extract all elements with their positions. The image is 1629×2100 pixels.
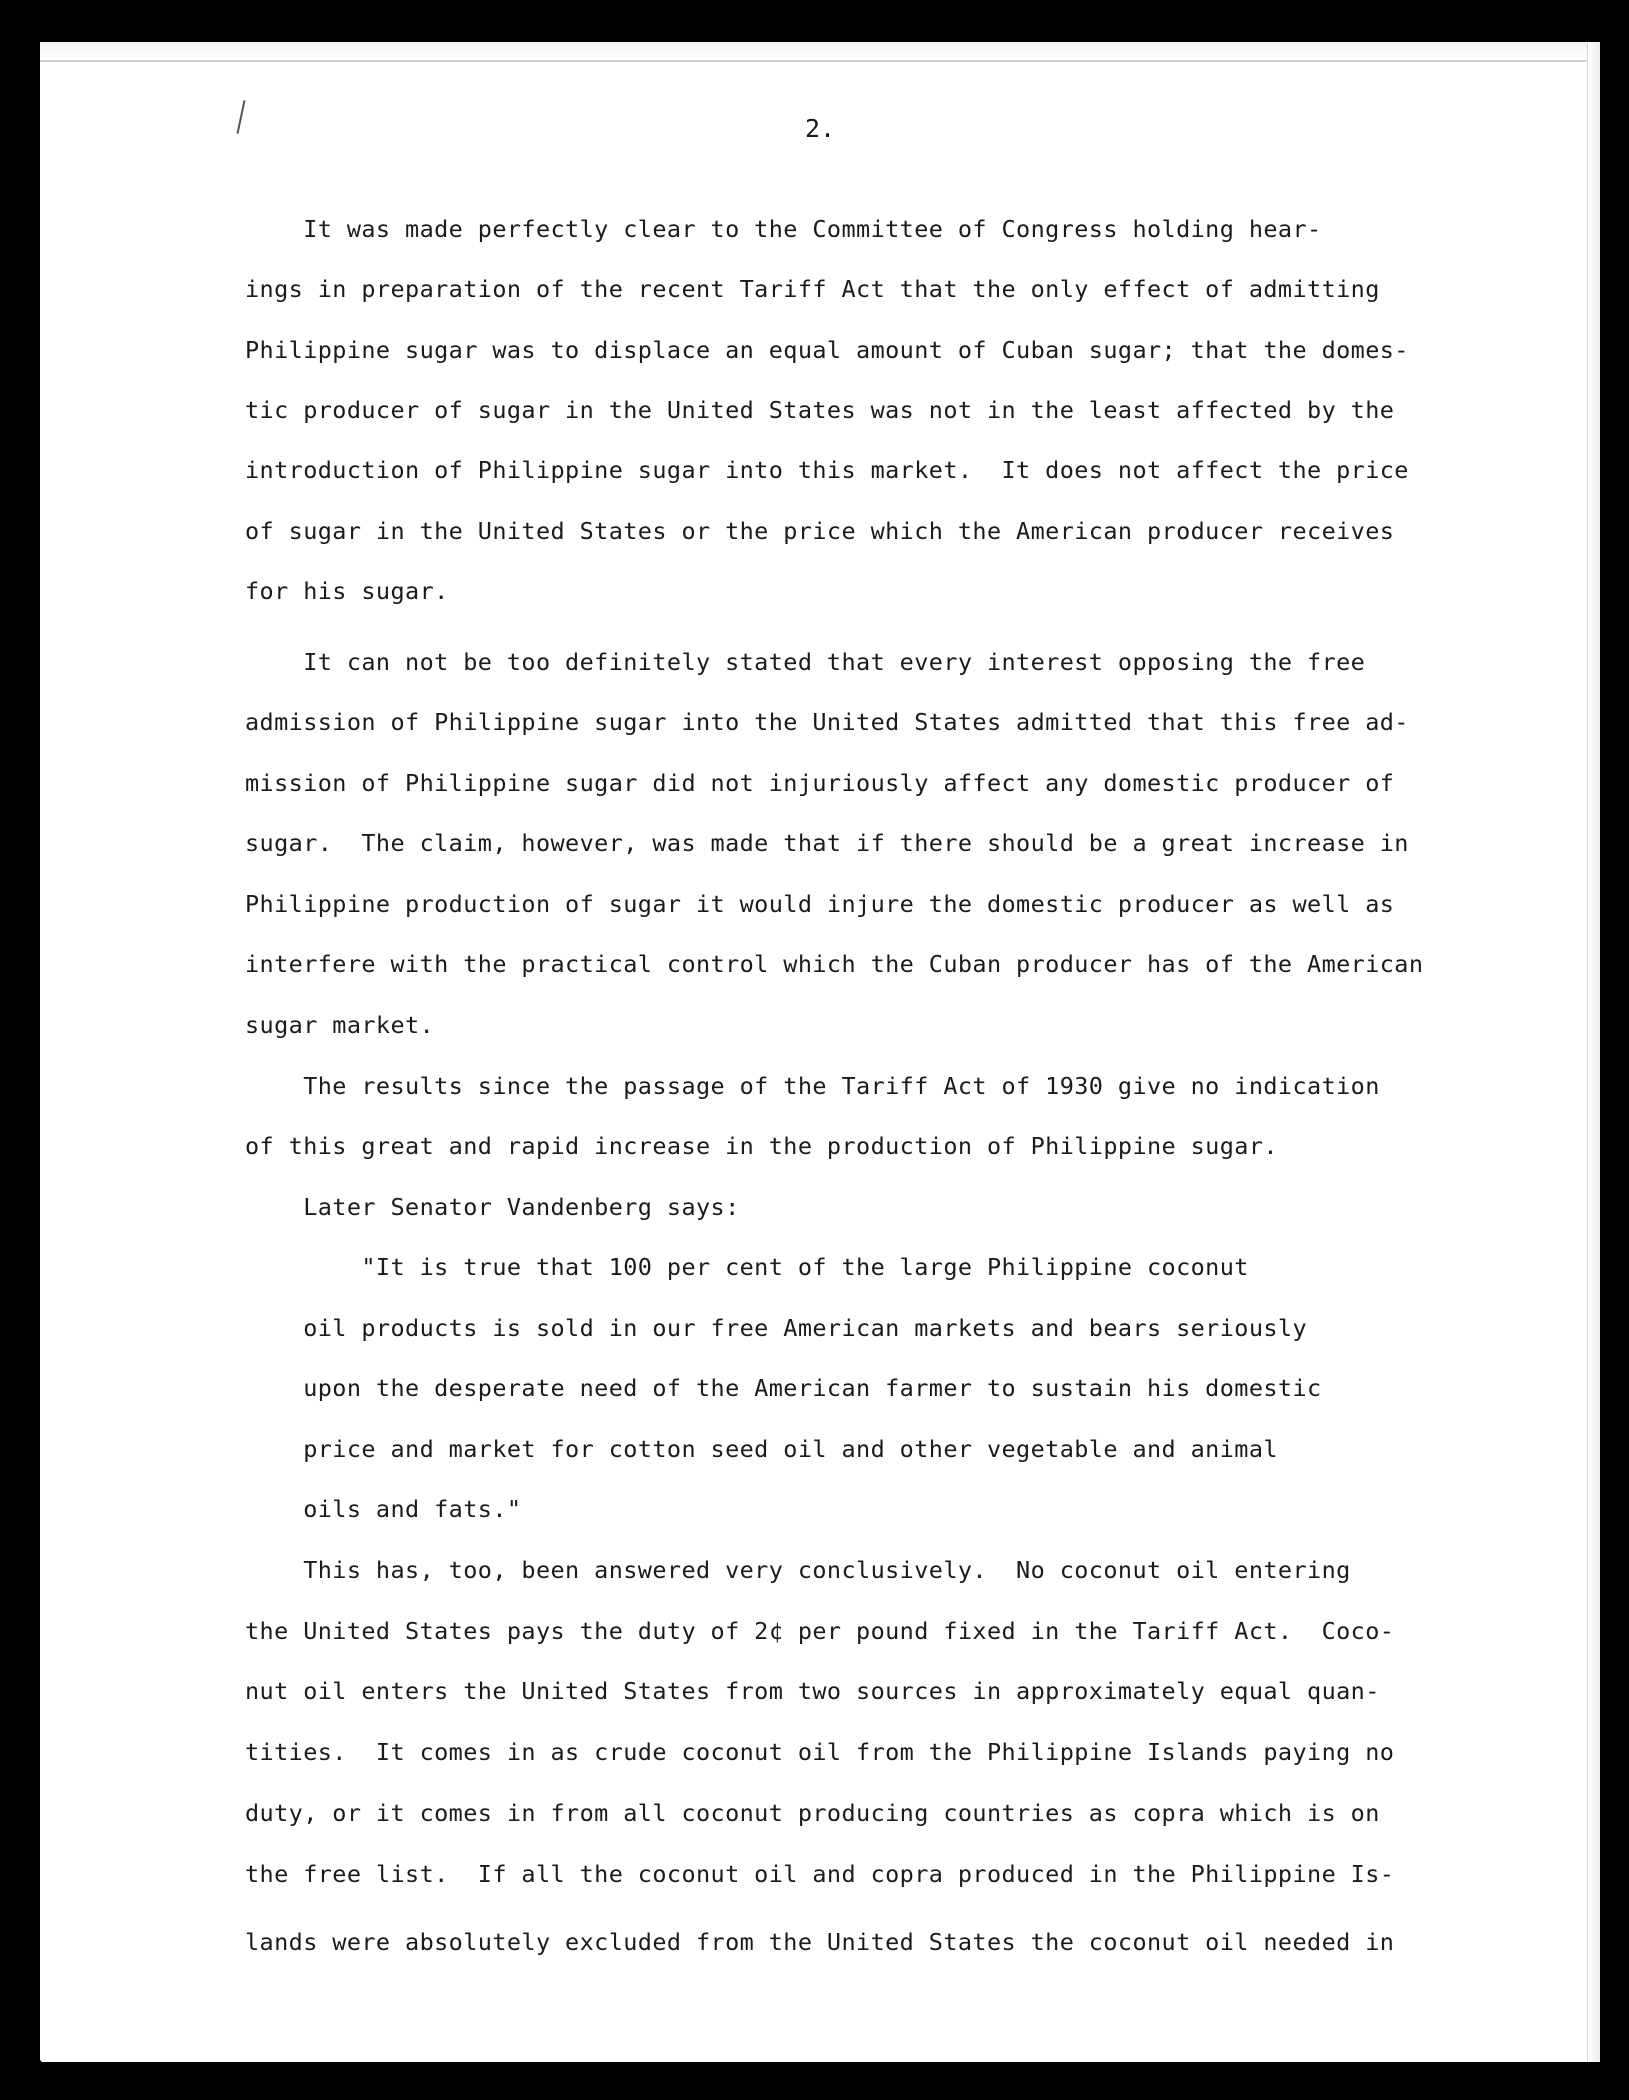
stray-pencil-mark — [236, 100, 245, 134]
page-top-edge — [40, 42, 1600, 62]
text-line: tic producer of sugar in the United States was not in the least affected by the — [245, 396, 1395, 424]
text-line: Philippine sugar was to displace an equal amount of Cuban sugar; that the domes- — [245, 336, 1409, 364]
document-page — [40, 42, 1600, 2062]
page-number: 2. — [805, 114, 836, 143]
text-line: duty, or it comes in from all coconut producing countries as copra which is on — [245, 1799, 1380, 1827]
page-right-edge — [1587, 42, 1600, 2062]
quote-line: oils and fats." — [245, 1495, 522, 1523]
text-line: Later Senator Vandenberg says: — [245, 1193, 740, 1221]
text-line: interfere with the practical control which the Cuban producer has of the American — [245, 950, 1424, 978]
text-line: nut oil enters the United States from two sources in approximately equal quan- — [245, 1677, 1380, 1705]
text-line: introduction of Philippine sugar into this market. It does not affect the price — [245, 456, 1409, 484]
text-line: tities. It comes in as crude coconut oil from the Philippine Islands paying no — [245, 1738, 1395, 1766]
text-line: sugar. The claim, however, was made that if there should be a great increase in — [245, 829, 1409, 857]
quote-line: upon the desperate need of the American farmer to sustain his domestic — [245, 1374, 1322, 1402]
text-line: admission of Philippine sugar into the United States admitted that this free ad- — [245, 708, 1409, 736]
text-line: It can not be too definitely stated that every interest opposing the free — [245, 648, 1366, 676]
text-line: sugar market. — [245, 1011, 435, 1039]
quote-line: "It is true that 100 per cent of the large Philippine coconut — [245, 1253, 1249, 1281]
text-line: of sugar in the United States or the price which the American producer receives — [245, 517, 1395, 545]
text-line: the free list. If all the coconut oil and copra produced in the Philippine Is- — [245, 1860, 1395, 1888]
text-line: This has, too, been answered very conclusively. No coconut oil entering — [245, 1556, 1351, 1584]
text-line: mission of Philippine sugar did not injuriously affect any domestic producer of — [245, 769, 1395, 797]
text-line: ings in preparation of the recent Tariff Act that the only effect of admitting — [245, 275, 1380, 303]
text-line: for his sugar. — [245, 577, 449, 605]
text-line: The results since the passage of the Tariff Act of 1930 give no indication — [245, 1072, 1380, 1100]
quote-line: oil products is sold in our free American markets and bears seriously — [245, 1314, 1308, 1342]
text-line: lands were absolutely excluded from the United States the coconut oil needed in — [245, 1928, 1395, 1956]
text-line: Philippine production of sugar it would injure the domestic producer as well as — [245, 890, 1395, 918]
quote-line: price and market for cotton seed oil and other vegetable and animal — [245, 1435, 1278, 1463]
text-line: of this great and rapid increase in the production of Philippine sugar. — [245, 1132, 1278, 1160]
text-line: It was made perfectly clear to the Committee of Congress holding hear- — [245, 215, 1322, 243]
text-line: the United States pays the duty of 2¢ per pound fixed in the Tariff Act. Coco- — [245, 1617, 1395, 1645]
